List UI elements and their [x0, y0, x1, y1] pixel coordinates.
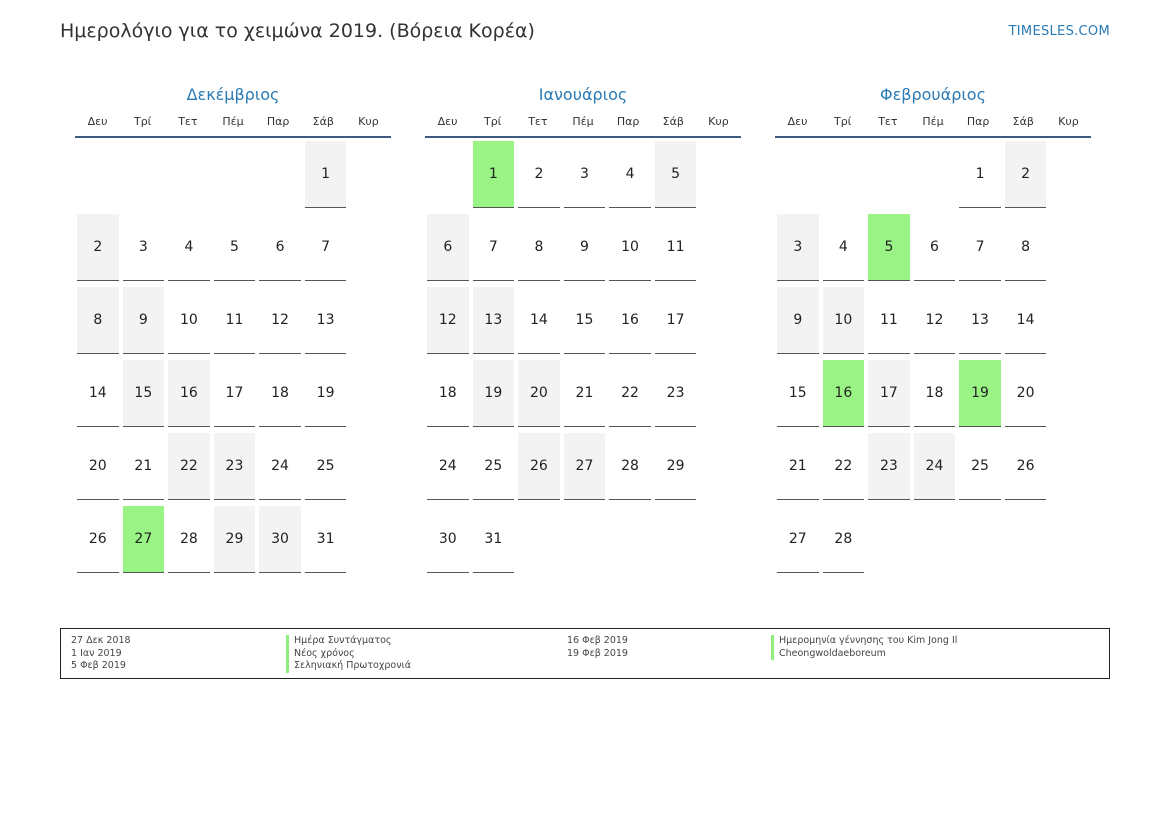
day-cell: 19 — [305, 360, 347, 427]
day-cell: 23 — [868, 433, 910, 500]
day-cell: 15 — [777, 360, 819, 427]
empty-cell — [77, 141, 119, 208]
weekday-label: Πέμ — [572, 115, 594, 128]
day-cell: 28 — [609, 433, 651, 500]
empty-cell — [123, 141, 165, 208]
holiday-day-cell: 27 — [123, 506, 165, 573]
day-cell: 28 — [823, 506, 865, 573]
weekday-header — [75, 115, 391, 138]
day-cell: 27 — [777, 506, 819, 573]
weekday-label: Τρί — [483, 115, 502, 128]
weekday-label: Δευ — [437, 115, 458, 128]
weekday-label: Τετ — [878, 115, 898, 128]
empty-cell — [427, 141, 469, 208]
weekday-label: Παρ — [616, 115, 640, 128]
day-cell: 16 — [609, 287, 651, 354]
day-cell: 14 — [1005, 287, 1047, 354]
day-cell: 17 — [214, 360, 256, 427]
day-cell: 2 — [77, 214, 119, 281]
day-cell: 23 — [655, 360, 697, 427]
legend-names-right — [771, 635, 957, 660]
day-cell: 1 — [305, 141, 347, 208]
day-cell: 11 — [655, 214, 697, 281]
legend-date: 1 Ιαν 2019 — [71, 647, 122, 659]
day-cell: 5 — [655, 141, 697, 208]
day-cell: 24 — [259, 433, 301, 500]
day-grid — [75, 141, 391, 579]
day-cell: 22 — [609, 360, 651, 427]
month-title: Φεβρουάριος — [880, 85, 986, 104]
weekday-label: Κυρ — [1058, 115, 1079, 128]
empty-cell — [259, 141, 301, 208]
day-cell: 4 — [609, 141, 651, 208]
day-cell: 8 — [518, 214, 560, 281]
day-cell: 9 — [123, 287, 165, 354]
month-january — [425, 84, 741, 579]
day-cell: 27 — [564, 433, 606, 500]
weekday-label: Κυρ — [708, 115, 729, 128]
legend-holiday-name: Νέος χρόνος — [286, 648, 411, 661]
day-cell: 14 — [77, 360, 119, 427]
day-cell: 10 — [609, 214, 651, 281]
month-title: Δεκέμβριος — [186, 85, 280, 104]
day-cell: 10 — [823, 287, 865, 354]
day-cell: 14 — [518, 287, 560, 354]
day-cell: 30 — [427, 506, 469, 573]
day-cell: 12 — [259, 287, 301, 354]
day-cell: 19 — [473, 360, 515, 427]
holiday-day-cell: 1 — [473, 141, 515, 208]
day-cell: 18 — [914, 360, 956, 427]
day-cell: 25 — [959, 433, 1001, 500]
empty-cell — [868, 141, 910, 208]
weekday-label: Κυρ — [358, 115, 379, 128]
day-cell: 22 — [168, 433, 210, 500]
legend-date: 27 Δεκ 2018 — [71, 635, 131, 646]
weekday-label: Τρί — [833, 115, 852, 128]
day-cell: 6 — [259, 214, 301, 281]
day-cell: 29 — [655, 433, 697, 500]
legend-names-left — [286, 635, 411, 673]
day-cell: 4 — [168, 214, 210, 281]
weekday-label: Σάβ — [1012, 115, 1034, 128]
day-cell: 17 — [655, 287, 697, 354]
day-cell: 8 — [1005, 214, 1047, 281]
day-cell: 16 — [168, 360, 210, 427]
day-cell: 25 — [473, 433, 515, 500]
legend-date: 19 Φεβ 2019 — [567, 647, 628, 659]
weekday-label: Τετ — [178, 115, 198, 128]
day-cell: 9 — [564, 214, 606, 281]
holiday-day-cell: 16 — [823, 360, 865, 427]
legend-holiday-name: Ημέρα Συντάγματος — [286, 635, 411, 648]
day-cell: 12 — [427, 287, 469, 354]
day-cell: 28 — [168, 506, 210, 573]
day-cell: 20 — [518, 360, 560, 427]
day-cell: 6 — [427, 214, 469, 281]
day-cell: 26 — [77, 506, 119, 573]
day-cell: 6 — [914, 214, 956, 281]
day-cell: 15 — [123, 360, 165, 427]
day-cell: 11 — [868, 287, 910, 354]
day-cell: 21 — [123, 433, 165, 500]
day-cell: 7 — [473, 214, 515, 281]
day-cell: 13 — [305, 287, 347, 354]
legend-date: 16 Φεβ 2019 — [567, 635, 628, 646]
day-cell: 20 — [77, 433, 119, 500]
legend-dates-right — [567, 635, 628, 660]
day-cell: 22 — [823, 433, 865, 500]
day-cell: 20 — [1005, 360, 1047, 427]
holiday-day-cell: 5 — [868, 214, 910, 281]
weekday-label: Πέμ — [222, 115, 244, 128]
legend-dates-left — [71, 635, 131, 673]
day-cell: 8 — [77, 287, 119, 354]
day-cell: 31 — [305, 506, 347, 573]
month-title: Ιανουάριος — [538, 85, 628, 104]
day-cell: 13 — [959, 287, 1001, 354]
day-cell: 29 — [214, 506, 256, 573]
month-december — [75, 84, 391, 579]
day-grid — [425, 141, 741, 579]
day-cell: 21 — [564, 360, 606, 427]
page-title: Ημερολόγιο για το χειμώνα 2019. (Βόρεια Κορέα) — [60, 20, 535, 42]
weekday-label: Σάβ — [312, 115, 334, 128]
day-cell: 7 — [959, 214, 1001, 281]
legend-holiday-name: Σεληνιακή Πρωτοχρονιά — [286, 660, 411, 673]
day-cell: 4 — [823, 214, 865, 281]
day-cell: 5 — [214, 214, 256, 281]
day-cell: 3 — [564, 141, 606, 208]
day-grid — [775, 141, 1091, 579]
day-cell: 18 — [259, 360, 301, 427]
day-cell: 3 — [123, 214, 165, 281]
day-cell: 15 — [564, 287, 606, 354]
day-cell: 12 — [914, 287, 956, 354]
day-cell: 21 — [777, 433, 819, 500]
empty-cell — [214, 141, 256, 208]
day-cell: 24 — [427, 433, 469, 500]
weekday-label: Παρ — [266, 115, 290, 128]
day-cell: 13 — [473, 287, 515, 354]
day-cell: 25 — [305, 433, 347, 500]
empty-cell — [777, 141, 819, 208]
site-link[interactable]: TIMESLES.COM — [1008, 24, 1110, 39]
day-cell: 26 — [518, 433, 560, 500]
weekday-label: Δευ — [787, 115, 808, 128]
weekday-label: Τετ — [528, 115, 548, 128]
day-cell: 10 — [168, 287, 210, 354]
day-cell: 30 — [259, 506, 301, 573]
weekday-label: Σάβ — [662, 115, 684, 128]
day-cell: 1 — [959, 141, 1001, 208]
day-cell: 7 — [305, 214, 347, 281]
legend-date: 5 Φεβ 2019 — [71, 660, 126, 671]
holiday-legend — [60, 628, 1110, 679]
weekday-header — [425, 115, 741, 138]
weekday-header — [775, 115, 1091, 138]
day-cell: 11 — [214, 287, 256, 354]
day-cell: 18 — [427, 360, 469, 427]
day-cell: 23 — [214, 433, 256, 500]
weekday-label: Παρ — [966, 115, 990, 128]
empty-cell — [914, 141, 956, 208]
weekday-label: Τρί — [133, 115, 152, 128]
legend-holiday-name: Ημερομηνία γέννησης του Kim Jong Il — [771, 635, 957, 648]
day-cell: 17 — [868, 360, 910, 427]
day-cell: 26 — [1005, 433, 1047, 500]
legend-holiday-name: Cheongwoldaeboreum — [771, 648, 957, 661]
month-february — [775, 84, 1091, 579]
day-cell: 24 — [914, 433, 956, 500]
day-cell: 9 — [777, 287, 819, 354]
empty-cell — [823, 141, 865, 208]
weekday-label: Πέμ — [922, 115, 944, 128]
day-cell: 31 — [473, 506, 515, 573]
weekday-label: Δευ — [87, 115, 108, 128]
empty-cell — [168, 141, 210, 208]
day-cell: 3 — [777, 214, 819, 281]
day-cell: 2 — [518, 141, 560, 208]
day-cell: 2 — [1005, 141, 1047, 208]
holiday-day-cell: 19 — [959, 360, 1001, 427]
